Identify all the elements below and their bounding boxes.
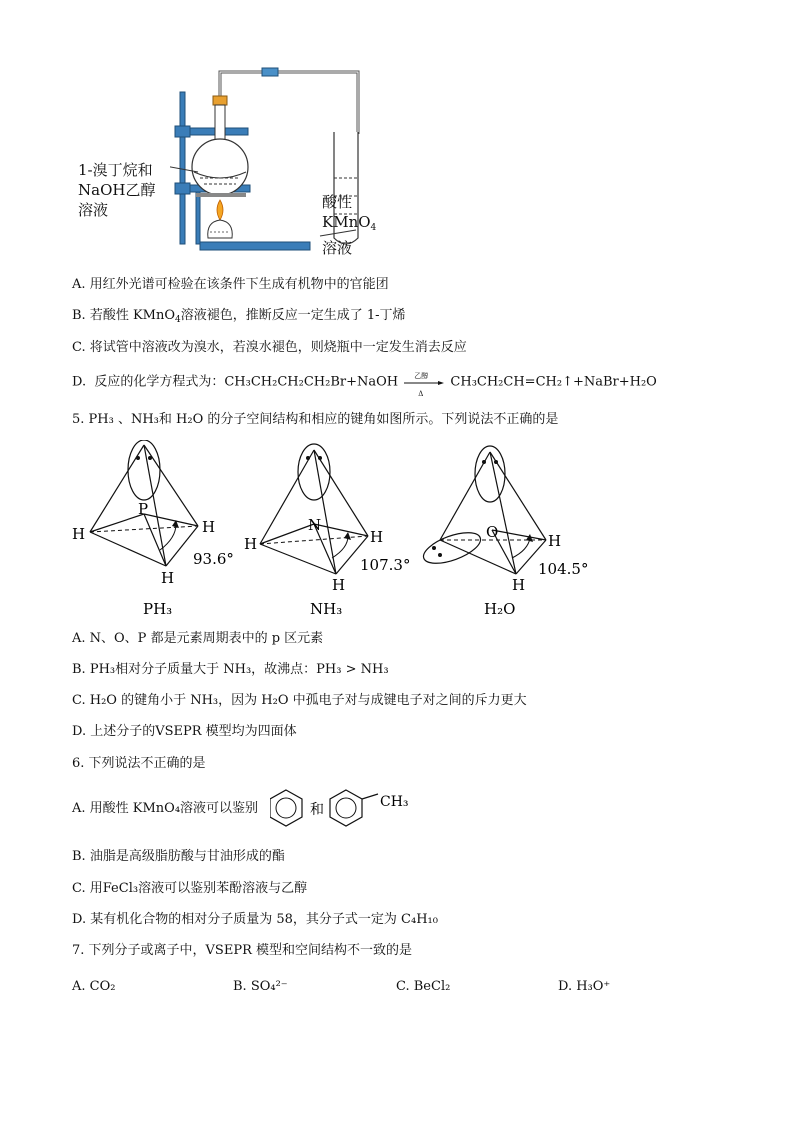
q5-option-c: C. H₂O 的键角小于 NH₃，因为 H₂O 中孤电子对与成键电子对之间的斥力更大 bbox=[72, 693, 527, 708]
nh3-h-bottom: H bbox=[332, 576, 346, 594]
q5-option-b: B. PH₃相对分子质量大于 NH₃，故沸点：PH₃ > NH₃ bbox=[72, 662, 389, 677]
nh3-angle: 107.3° bbox=[360, 556, 411, 574]
ph3-angle: 93.6° bbox=[193, 550, 234, 568]
h2o-structure bbox=[420, 446, 589, 618]
benzene-icon bbox=[270, 790, 302, 826]
q4-option-b-sub: 4 bbox=[175, 315, 181, 325]
q4-option-b-pre: B. 若酸性 KMnO bbox=[72, 308, 176, 323]
flask-label-line2: NaOH乙醇 bbox=[78, 181, 156, 199]
q5-stem: 5. PH₃ 、NH₃和 H₂O 的分子空间结构和相应的键角如图所示。下列说法不正确的是 bbox=[72, 412, 559, 427]
ph3-structure bbox=[72, 440, 234, 618]
ph3-h-right: H bbox=[202, 518, 216, 536]
ch3-label: CH₃ bbox=[380, 794, 409, 810]
and-text: 和 bbox=[310, 802, 324, 818]
nh3-h-right: H bbox=[370, 528, 384, 546]
q4-equation-reactants: CH₃CH₂CH₂CH₂Br+NaOH bbox=[224, 374, 399, 390]
h2o-angle: 104.5° bbox=[538, 560, 589, 578]
reaction-arrow bbox=[402, 372, 446, 398]
tube-label-sub: 4 bbox=[370, 223, 377, 233]
h2o-h-right: H bbox=[548, 532, 562, 550]
q5-option-a: A. N、O、P 都是元素周期表中的 p 区元素 bbox=[72, 631, 324, 646]
nh3-center-atom: N bbox=[308, 516, 322, 534]
q6-option-a: A. 用酸性 KMnO₄溶液可以鉴别 bbox=[72, 801, 259, 816]
q4-option-d: D. 反应的化学方程式为：CH₃CH₂CH₂CH₂Br+NaOH 乙醇 Δ CH₃CH₂CH=CH₂↑+NaBr+H₂O bbox=[72, 373, 657, 392]
nh3-structure bbox=[244, 444, 410, 618]
q4-option-a: A. 用红外光谱可检验在该条件下生成有机物中的官能团 bbox=[72, 277, 389, 292]
q7-stem: 7. 下列分子或离子中，VSEPR 模型和空间结构不一致的是 bbox=[72, 943, 412, 958]
toluene-icon bbox=[330, 790, 378, 826]
q4-option-b-post: 溶液褪色，推断反应一定生成了 1-丁烯 bbox=[180, 308, 406, 323]
flask-label bbox=[78, 160, 155, 220]
benzene-toluene-figure bbox=[270, 786, 420, 832]
q4-equation-products: CH₃CH₂CH=CH₂↑+NaBr+H₂O bbox=[450, 374, 657, 390]
q6-stem: 6. 下列说法不正确的是 bbox=[72, 756, 206, 771]
q4-option-b bbox=[72, 307, 406, 329]
tube-label-line1: 酸性 bbox=[322, 193, 353, 211]
q6-option-b: B. 油脂是高级脂肪酸与甘油形成的酯 bbox=[72, 849, 285, 864]
h2o-name: H₂O bbox=[484, 600, 516, 618]
ph3-h-bottom: H bbox=[161, 569, 175, 587]
arrow-condition-top: 乙醇 bbox=[414, 372, 429, 380]
flask-label-line1: 1-溴丁烷和 bbox=[78, 161, 153, 179]
h2o-h-bottom: H bbox=[512, 576, 526, 594]
tube-label bbox=[322, 192, 376, 258]
flask-label-line3: 溶液 bbox=[78, 201, 109, 219]
tube-label-formula: KMnO bbox=[322, 213, 371, 231]
h2o-center-atom: O bbox=[486, 523, 499, 541]
nh3-name: NH₃ bbox=[310, 600, 343, 618]
ph3-name: PH₃ bbox=[143, 600, 173, 618]
ph3-h-left: H bbox=[72, 525, 86, 543]
q6-option-c: C. 用FeCl₃溶液可以鉴别苯酚溶液与乙醇 bbox=[72, 881, 308, 896]
q4-option-c: C. 将试管中溶液改为溴水，若溴水褪色，则烧瓶中一定发生消去反应 bbox=[72, 340, 467, 355]
ph3-center-atom: P bbox=[138, 500, 149, 518]
q7-option-c: C. BeCl₂ bbox=[396, 979, 451, 994]
q5-option-d: D. 上述分子的VSEPR 模型均为四面体 bbox=[72, 724, 297, 739]
tube-label-line3: 溶液 bbox=[322, 239, 353, 257]
q7-option-d: D. H₃O⁺ bbox=[558, 979, 611, 994]
nh3-h-left: H bbox=[244, 535, 258, 553]
q7-option-a: A. CO₂ bbox=[72, 979, 116, 994]
q6-option-d: D. 某有机化合物的相对分子质量为 58，其分子式一定为 C₄H₁₀ bbox=[72, 912, 438, 927]
molecule-figure bbox=[60, 440, 600, 620]
q7-option-b: B. SO₄²⁻ bbox=[233, 979, 288, 994]
arrow-condition-bottom: Δ bbox=[418, 390, 424, 398]
tube-label-line2 bbox=[322, 212, 376, 238]
